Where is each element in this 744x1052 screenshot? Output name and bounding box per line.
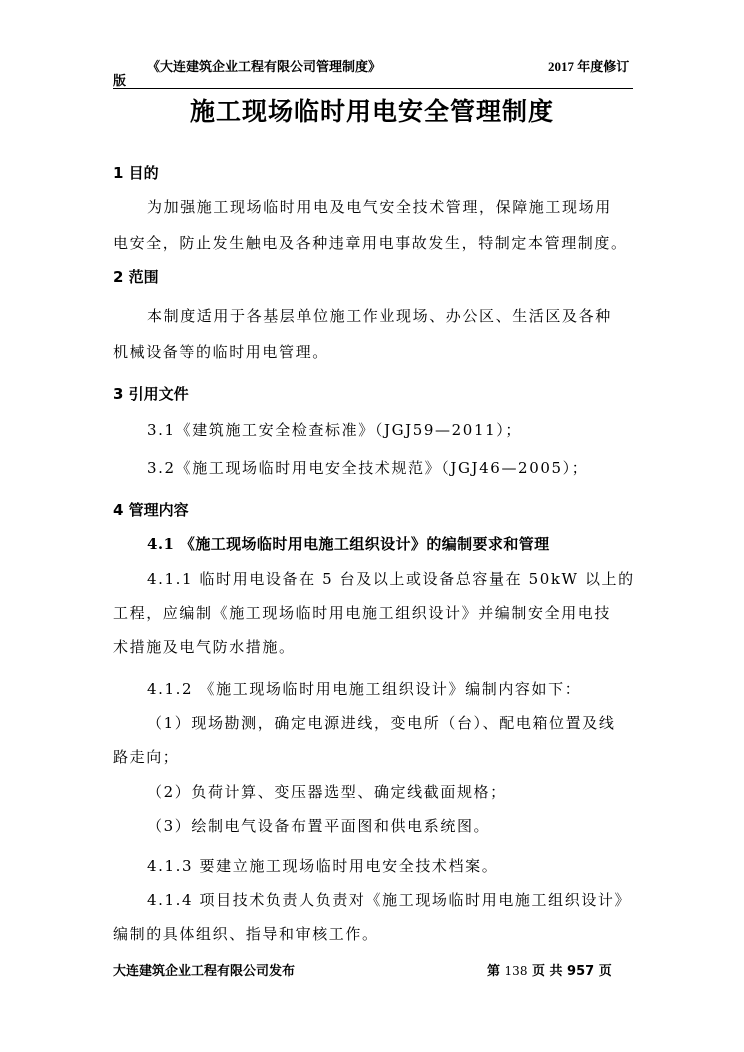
clause-4-1-2-item-2: （2）负荷计算、变压器选型、确定线截面规格； (147, 783, 507, 801)
clause-4-1-1-line-2: 工程，应编制《施工现场临时用电施工组织设计》并编制安全用电技 (113, 604, 612, 622)
footer-page-info (487, 960, 612, 979)
clause-4-1-4-line-1: 4.1.4 项目技术负责人负责对《施工现场临时用电施工组织设计》 (147, 891, 632, 909)
clause-4-1-1-line-1: 4.1.1 临时用电设备在 5 台及以上或设备总容量在 50kW 以上的 (147, 570, 635, 588)
footer-page-total: 957 (567, 964, 595, 979)
reference-1: 3.1《建筑施工安全检查标准》（JGJ59—2011）； (147, 421, 522, 439)
section-1-heading: 1 目的 (113, 164, 159, 182)
clause-4-1-3-line-1: 4.1.3 要建立施工现场临时用电安全技术档案。 (147, 857, 499, 875)
reference-2: 3.2《施工现场临时用电安全技术规范》（JGJ46—2005）； (147, 459, 589, 477)
page-title: 施工现场临时用电安全管理制度 (189, 97, 554, 126)
section-3-heading: 3 引用文件 (113, 385, 189, 403)
clause-4-1-1-line-3: 术措施及电气防水措施。 (113, 638, 296, 656)
footer-publisher: 大连建筑企业工程有限公司发布 (113, 964, 296, 979)
footer-page-suffix: 页 (598, 964, 612, 979)
header-doc-name: 《大连建筑企业工程有限公司管理制度》 (147, 59, 382, 74)
clause-4-1-2-line-1: 4.1.2 《施工现场临时用电施工组织设计》编制内容如下： (147, 680, 582, 698)
footer-page-mid: 页 共 (531, 964, 563, 979)
section-4-1-heading: 4.1 《施工现场临时用电施工组织设计》的编制要求和管理 (147, 535, 550, 553)
section-2-heading: 2 范围 (113, 268, 159, 286)
clause-4-1-2-item-3: （3）绘制电气设备布置平面图和供电系统图。 (147, 817, 491, 835)
section-1-line-2: 电安全，防止发生触电及各种违章用电事故发生，特制定本管理制度。 (113, 234, 628, 252)
footer-page-current: 138 (504, 964, 528, 978)
section-1-line-1: 为加强施工现场临时用电及电气安全技术管理，保障施工现场用 (147, 198, 612, 216)
clause-4-1-2-item-1-cont: 路走向； (113, 748, 180, 766)
section-2-line-1: 本制度适用于各基层单位施工作业现场、办公区、生活区及各种 (147, 307, 612, 325)
section-4-heading: 4 管理内容 (113, 501, 189, 519)
header-revision-suffix: 版 (113, 73, 127, 88)
header-revision: 2017 年度修订 (548, 59, 630, 74)
footer-page-prefix: 第 (487, 964, 501, 979)
header-divider (113, 88, 633, 89)
section-2-line-2: 机械设备等的临时用电管理。 (113, 343, 329, 361)
clause-4-1-2-item-1: （1）现场勘测，确定电源进线，变电所（台）、配电箱位置及线 (147, 714, 616, 732)
clause-4-1-4-line-2: 编制的具体组织、指导和审核工作。 (113, 925, 379, 943)
